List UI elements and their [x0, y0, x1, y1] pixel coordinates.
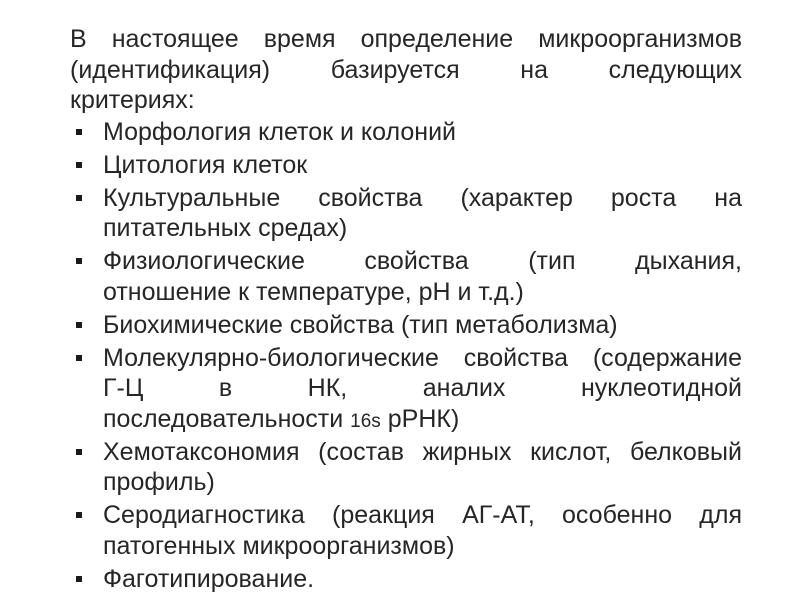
square-bullet-icon	[76, 258, 82, 264]
list-item-line: Биохимические свойства (тип метаболизма)	[103, 310, 618, 339]
list-item-line: Молекулярно-биологические свойства (содержание	[103, 343, 742, 372]
list-item-line: Фаготипирование.	[103, 564, 315, 593]
list-item-line: Физиологические свойства (тип дыхания,	[103, 247, 742, 275]
square-bullet-icon	[76, 512, 82, 518]
list-item-biochemical-properties	[0, 310, 742, 341]
list-item-physiological-properties	[0, 246, 742, 307]
list-item-line: Серодиагностика (реакция АГ-АТ, особенно для	[103, 501, 742, 529]
list-item-molecular-biological-properties	[0, 343, 742, 435]
list-item-phage-typing	[0, 564, 742, 595]
list-item-line: Хемотаксономия (состав жирных кислот, белковый	[103, 437, 742, 466]
rrna-word: рРНК)	[387, 404, 460, 433]
criteria-list	[0, 114, 742, 594]
list-item-line: патогенных микроорганизмов)	[103, 531, 455, 560]
square-bullet-icon	[76, 449, 82, 455]
list-item-line: Культуральные свойства (характер роста на	[103, 183, 742, 212]
square-bullet-icon	[76, 195, 82, 201]
intro-line: В настоящее время определение микроорганизмов	[70, 25, 742, 53]
intro-line: (идентификация) базируется на следующих	[70, 55, 742, 84]
list-item-line: Г-Ц в НК, аналих нуклеотидной	[103, 374, 742, 402]
list-item-line: питательных средах)	[103, 214, 348, 242]
sequence-word: последовательности	[103, 404, 344, 433]
square-bullet-icon	[76, 129, 82, 135]
intro-paragraph	[70, 24, 742, 116]
16s-label: 16s	[350, 410, 381, 432]
square-bullet-icon	[76, 355, 82, 361]
list-item-line: отношение к температуре, рН и т.д.)	[103, 277, 524, 306]
square-bullet-icon	[76, 162, 82, 168]
list-item-line: Цитология клеток	[103, 150, 308, 179]
intro-line: критериях:	[70, 86, 195, 114]
list-item-line: профиль)	[103, 468, 215, 496]
square-bullet-icon	[76, 576, 82, 582]
list-item-line	[103, 404, 742, 435]
list-item-chemotaxonomy	[0, 437, 742, 498]
list-item-serodiagnostics	[0, 500, 742, 561]
list-item-morphology	[0, 117, 742, 148]
square-bullet-icon	[76, 322, 82, 328]
list-item-line: Морфология клеток и колоний	[103, 117, 457, 146]
list-item-cultural-properties	[0, 183, 742, 244]
list-item-cytology	[0, 150, 742, 181]
